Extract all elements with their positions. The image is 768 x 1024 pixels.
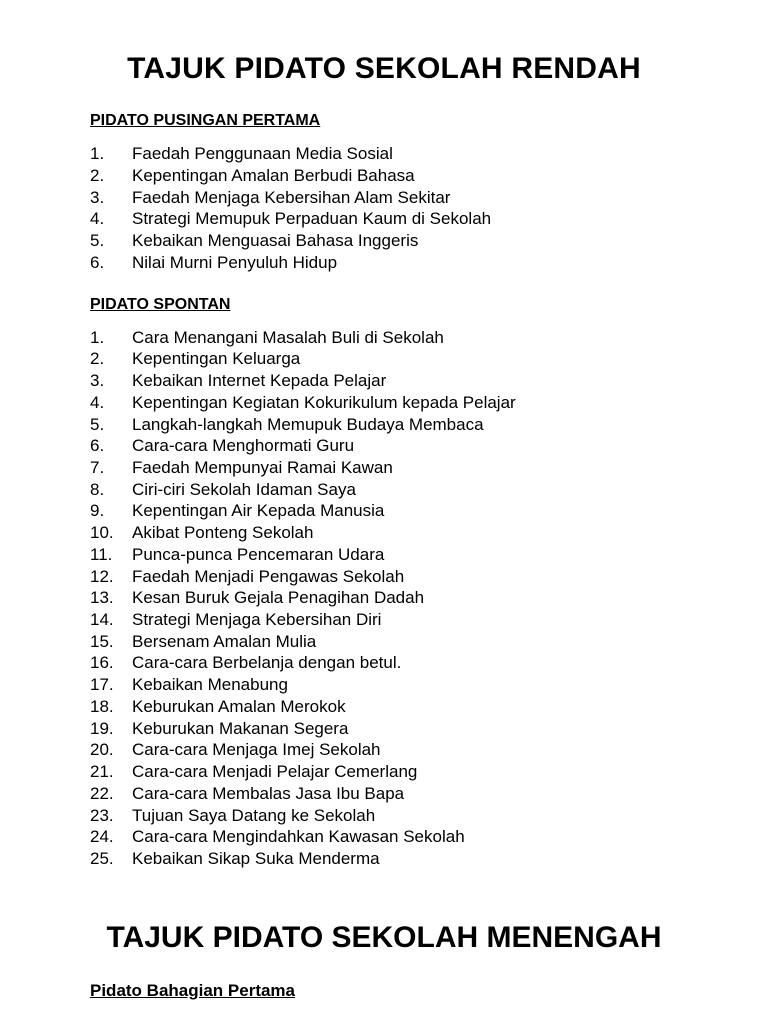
list-item xyxy=(60,415,708,435)
list-item-number: 11. xyxy=(90,544,113,564)
list-item-label: Faedah Menjadi Pengawas Sekolah xyxy=(132,566,405,586)
list-item xyxy=(60,188,708,208)
list-item xyxy=(60,653,708,673)
section-heading-pidato-pusingan-pertama: PIDATO PUSINGAN PERTAMA xyxy=(90,112,321,129)
list-item xyxy=(60,632,708,652)
list-item-label: Faedah Penggunaan Media Sosial xyxy=(132,144,393,164)
list-item-label: Akibat Ponteng Sekolah xyxy=(132,523,314,543)
list-item-number: 8. xyxy=(90,479,105,499)
list-item-number: 2. xyxy=(90,349,105,369)
list-item-label: Kepentingan Amalan Berbudi Bahasa xyxy=(132,165,415,185)
list-item-number: 25. xyxy=(90,848,114,868)
list-item-number: 3. xyxy=(90,371,105,391)
list-item-number: 9. xyxy=(90,501,105,521)
list-item xyxy=(60,231,708,251)
list-item-label: Tujuan Saya Datang ke Sekolah xyxy=(132,805,376,825)
list-item xyxy=(60,328,708,348)
list-item xyxy=(60,567,708,587)
list-item xyxy=(60,545,708,565)
list-item-number: 21. xyxy=(90,762,114,782)
list-item xyxy=(60,209,708,229)
list-item-number: 7. xyxy=(90,458,105,477)
section-heading-pidato-spontan: PIDATO SPONTAN xyxy=(90,295,231,313)
list-item xyxy=(60,784,708,804)
list-item-label: Cara Menangani Masalah Buli di Sekolah xyxy=(132,327,444,347)
list-item-number: 12. xyxy=(90,566,114,586)
list-item-label: Kepentingan Keluarga xyxy=(132,349,301,369)
list-item-number: 18. xyxy=(90,696,114,716)
page-title-secondary: TAJUK PIDATO SEKOLAH MENENGAH xyxy=(106,920,662,954)
list-item-label: Bersenam Amalan Mulia xyxy=(132,631,317,651)
section-heading-pidato-bahagian-pertama: Pidato Bahagian Pertama xyxy=(90,980,296,1000)
list-item-label: Keburukan Makanan Segera xyxy=(132,718,349,738)
list-item xyxy=(60,436,708,456)
list-item-number: 5. xyxy=(90,414,105,434)
list-item-number: 4. xyxy=(90,209,105,229)
list-item xyxy=(60,588,708,608)
list-item-label: Kesan Buruk Gejala Penagihan Dadah xyxy=(132,588,425,608)
list-item-number: 1. xyxy=(90,327,105,347)
list-item-label: Strategi Memupuk Perpaduan Kaum di Sekolah xyxy=(132,209,492,229)
list-item-number: 17. xyxy=(90,675,114,695)
list-item xyxy=(60,349,708,369)
list-item-label: Cara-cara Membalas Jasa Ibu Bapa xyxy=(132,783,405,803)
list-item xyxy=(60,806,708,826)
list-item xyxy=(60,393,708,413)
list-item-label: Ciri-ciri Sekolah Idaman Saya xyxy=(132,479,356,499)
list-item xyxy=(60,144,708,164)
list-item-number: 22. xyxy=(90,783,114,803)
list-item-label: Kebaikan Menguasai Bahasa Inggeris xyxy=(132,231,419,251)
list-item-label: Kepentingan Air Kepada Manusia xyxy=(132,501,385,521)
list-item xyxy=(60,719,708,739)
list-item xyxy=(60,523,708,543)
list-item-number: 23. xyxy=(90,805,114,825)
list-item-number: 5. xyxy=(90,231,105,251)
list-item xyxy=(60,610,708,630)
list-item xyxy=(60,166,708,186)
list-item-number: 3. xyxy=(90,187,105,207)
list-item xyxy=(60,458,708,478)
list-item-label: Cara-cara Berbelanja dengan betul. xyxy=(132,653,402,673)
page-title-primary: TAJUK PIDATO SEKOLAH RENDAH xyxy=(127,52,641,85)
list-item-label: Faedah Mempunyai Ramai Kawan xyxy=(132,458,393,477)
list-item-number: 13. xyxy=(90,588,114,608)
list-item xyxy=(60,675,708,695)
list-item-label: Strategi Menjaga Kebersihan Diri xyxy=(132,610,382,630)
list-item-label: Keburukan Amalan Merokok xyxy=(132,696,346,716)
list-item-number: 19. xyxy=(90,718,114,738)
list-item-label: Kebaikan Internet Kepada Pelajar xyxy=(132,371,387,391)
list-item-label: Kepentingan Kegiatan Kokurikulum kepada Pelajar xyxy=(132,392,516,412)
list-item xyxy=(60,501,708,521)
list-item-number: 4. xyxy=(90,392,105,412)
list-item-label: Cara-cara Menghormati Guru xyxy=(132,436,355,456)
list-item-number: 20. xyxy=(90,740,114,760)
list-item-label: Nilai Murni Penyuluh Hidup xyxy=(132,252,338,272)
list-item-label: Kebaikan Menabung xyxy=(132,675,288,695)
list-pidato-spontan xyxy=(60,328,708,869)
list-item-label: Faedah Menjaga Kebersihan Alam Sekitar xyxy=(132,187,451,207)
list-item xyxy=(60,740,708,760)
list-item-number: 16. xyxy=(90,653,114,673)
list-item-label: Cara-cara Menjadi Pelajar Cemerlang xyxy=(132,762,418,782)
list-item-number: 2. xyxy=(90,165,105,185)
list-item xyxy=(60,762,708,782)
list-item-number: 10. xyxy=(90,523,114,543)
list-item xyxy=(60,480,708,500)
list-item-label: Cara-cara Menjaga Imej Sekolah xyxy=(132,740,381,760)
list-item-number: 6. xyxy=(90,252,105,272)
list-item-number: 15. xyxy=(90,631,114,651)
list-pidato-pusingan-pertama xyxy=(60,144,708,272)
list-item xyxy=(60,253,708,273)
list-item-label: Kebaikan Sikap Suka Menderma xyxy=(132,848,380,868)
list-item-label: Langkah-langkah Memupuk Budaya Membaca xyxy=(132,414,484,434)
list-item xyxy=(60,697,708,717)
list-item xyxy=(60,827,708,847)
list-item-number: 14. xyxy=(90,610,114,630)
list-item-number: 6. xyxy=(90,436,105,456)
list-item xyxy=(60,849,708,869)
list-item-number: 24. xyxy=(90,827,114,847)
list-item-label: Cara-cara Mengindahkan Kawasan Sekolah xyxy=(132,827,465,847)
list-item-label: Punca-punca Pencemaran Udara xyxy=(132,544,385,564)
list-item xyxy=(60,371,708,391)
list-item-number: 1. xyxy=(90,144,105,164)
